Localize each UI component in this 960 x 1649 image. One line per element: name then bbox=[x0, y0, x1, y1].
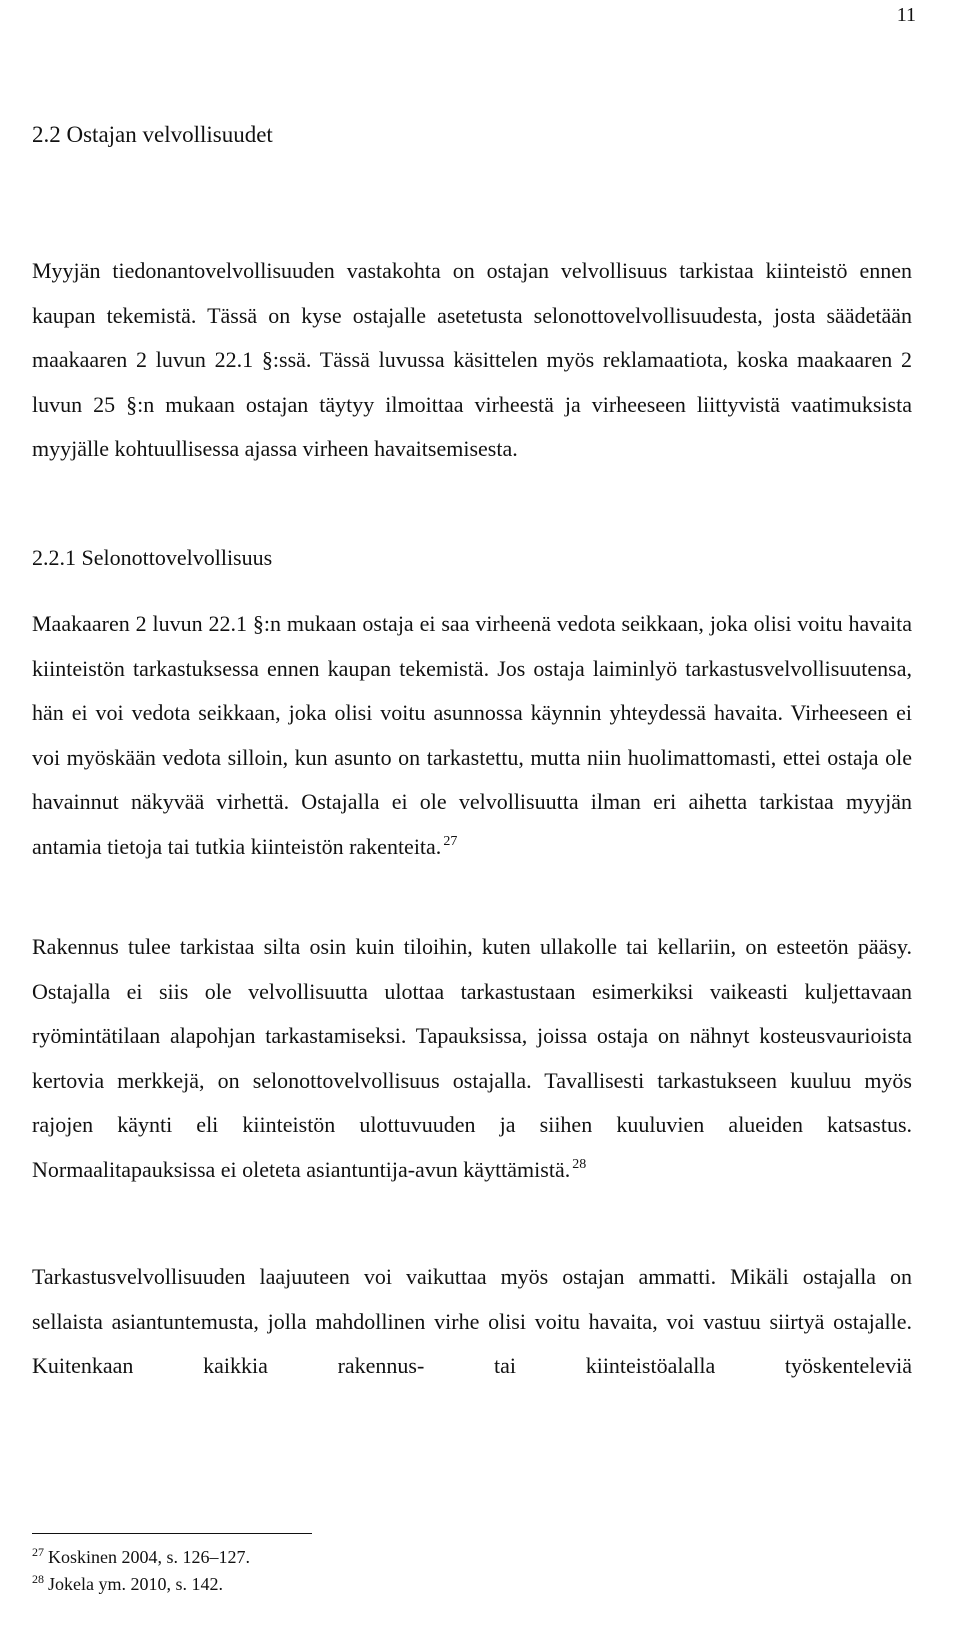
footnote-27-text: Koskinen 2004, s. 126–127. bbox=[48, 1547, 250, 1567]
footnote-28-number: 28 bbox=[32, 1572, 44, 1586]
footnote-28 bbox=[32, 1572, 223, 1595]
body-paragraph-2-text: Rakennus tulee tarkistaa silta osin kuin tiloihin, kuten ullakolle tai kellariin, on esteetön pääsy. Ostajalla ei siis ole velvollisuutta ulottaa tarkastustaan esimerkiksi vaikeasti kuljettavaan ryömintätilaan alapohjan tarkastamiseksi. Tapauksissa, joissa ostaja on nähnyt kosteusvaurioista kertovia merkkejä, on selonottovelvollisuus ostajalla. Tavallisesti tarkastukseen kuuluu myös rajojen käynti eli kiinteistön ulottuvuuden ja siihen kuuluvien alueiden katsastus. Normaalitapauksissa ei oleteta asiantuntija-avun käyttämistä. bbox=[32, 934, 912, 1182]
subsection-heading: 2.2.1 Selonottovelvollisuus bbox=[32, 545, 273, 570]
footnote-27 bbox=[32, 1545, 250, 1568]
body-paragraph-1-text: Maakaaren 2 luvun 22.1 §:n mukaan ostaja ei saa virheenä vedota seikkaan, joka olisi voitu havaita kiinteistön tarkastuksessa ennen kaupan tekemistä. Jos ostaja laiminlyö tarkastusvelvollisuutensa, hän ei voi vedota seikkaan, joka olisi voitu asunnossa käynnin yhteydessä havaita. Virheeseen ei voi myöskään vedota silloin, kun asunto on tarkastettu, mutta niin huolimattomasti, ettei ostaja ole havainnut näkyvää virhettä. Ostajalla ei ole velvollisuutta ilman eri aihetta tarkistaa myyjän antamia tietoja tai tutkia kiinteistön rakenteita. bbox=[32, 611, 912, 859]
footnote-27-number: 27 bbox=[32, 1545, 44, 1559]
footnote-ref-28: 28 bbox=[572, 1157, 587, 1173]
footnote-ref-27: 27 bbox=[443, 834, 458, 850]
body-paragraph-3: Tarkastusvelvollisuuden laajuuteen voi vaikuttaa myös ostajan ammatti. Mikäli ostajalla on sellaista asiantuntemusta, jolla mahdollinen virhe olisi voitu havaita, voi vastuu siirtyä ostajalle. Kuitenkaan kaikkia rakennus- tai kiinteistöalalla työskenteleviä bbox=[32, 1264, 912, 1378]
body-paragraph-1 bbox=[32, 602, 912, 869]
page-number: 11 bbox=[896, 4, 916, 26]
footnote-separator bbox=[32, 1533, 312, 1534]
footnote-28-text: Jokela ym. 2010, s. 142. bbox=[48, 1574, 223, 1594]
intro-paragraph: Myyjän tiedonantovelvollisuuden vastakohta on ostajan velvollisuus tarkistaa kiinteistö ennen kaupan tekemistä. Tässä on kyse ostajalle asetetusta selonottovelvollisuudesta, josta säädetään maakaaren 2 luvun 22.1 §:ssä. Tässä luvussa käsittelen myös reklamaatiota, koska maakaaren 2 luvun 25 §:n mukaan ostajan täytyy ilmoittaa virheestä ja virheeseen liittyvistä vaatimuksista myyjälle kohtuullisessa ajassa virheen havaitsemisesta. bbox=[32, 258, 912, 461]
section-heading: 2.2 Ostajan velvollisuudet bbox=[32, 122, 273, 147]
body-paragraph-2 bbox=[32, 925, 912, 1192]
